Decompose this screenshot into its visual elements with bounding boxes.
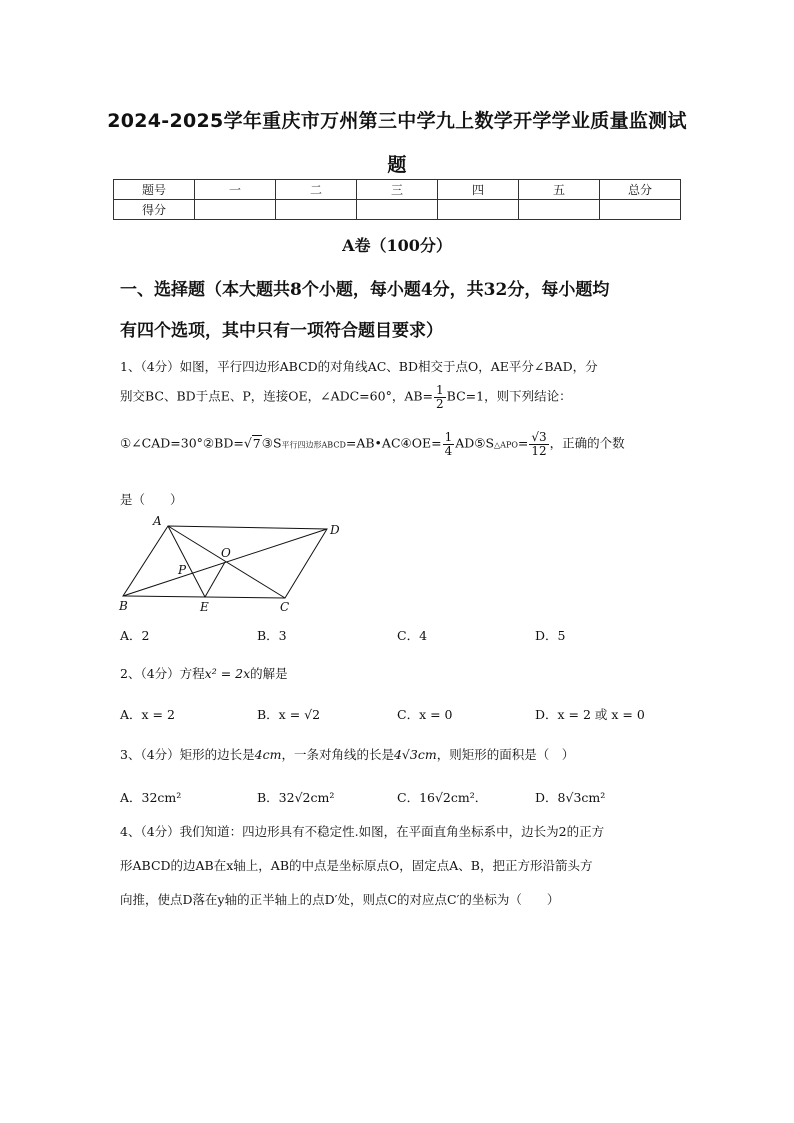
score-cell: 三 [357, 180, 438, 200]
option-a[interactable]: A．32cm² [120, 790, 182, 805]
q1-line2-text: BC=1，则下列结论： [446, 388, 572, 404]
score-cell: 得分 [114, 200, 195, 220]
exam-title-line1: 2024-2025学年重庆市万州第三中学九上数学开学学业质量监测试 [107, 110, 687, 132]
exam-title-line2: 题 [387, 154, 407, 176]
fraction-numerator: 1 [444, 430, 453, 444]
sqrt-radicand: 7 [252, 435, 261, 451]
q2-equation: x² = 2x [204, 666, 251, 681]
score-cell [519, 200, 600, 220]
q1-line2 [120, 384, 572, 410]
option-b[interactable]: B．32√2cm² [257, 790, 335, 805]
q1-line3-text: ③S [261, 435, 282, 451]
segment-ae [168, 526, 205, 597]
figure-lines [123, 526, 327, 598]
q4-line3: 向推，使点D落在y轴的正半轴上的点D′处，则点C的对应点C′的坐标为（ ） [120, 892, 560, 907]
score-cell: 二 [276, 180, 357, 200]
option-b[interactable]: B．3 [257, 628, 287, 643]
q3-diagonal: 4√3cm [393, 747, 437, 762]
q1-line3-text: =AB•AC④OE= [345, 435, 442, 451]
option-d[interactable]: D．8√3cm² [535, 790, 606, 805]
q4-line1: 4、（4分）我们知道：四边形具有不稳定性.如图，在平面直角坐标系中，边长为2的正方 [120, 824, 605, 839]
section-heading-line2: 有四个选项，其中只有一项符合题目要求） [120, 321, 443, 341]
q2-line [120, 664, 288, 682]
score-cell: 四 [438, 180, 519, 200]
score-cell [438, 200, 519, 220]
score-table-score-row [114, 200, 681, 220]
q1-line1: 1、（4分）如图，平行四边形ABCD的对角线AC、BD相交于点O，AE平分∠BAD，分 [120, 359, 598, 374]
q1-line3-text: AD⑤S [455, 435, 495, 451]
label-a: A [153, 514, 162, 528]
score-cell [600, 200, 681, 220]
parallelogram-figure [115, 512, 350, 614]
option-d[interactable]: D．5 [535, 628, 566, 643]
option-a[interactable]: A．2 [120, 628, 150, 643]
fraction-quarter [443, 431, 455, 457]
label-c: C [280, 600, 290, 614]
score-cell: 一 [195, 180, 276, 200]
score-cell: 五 [519, 180, 600, 200]
fraction-denominator: 12 [531, 443, 547, 458]
q1-line4: 是（ ） [120, 492, 183, 507]
q3-text: ，一条对角线的长是 [281, 747, 394, 762]
score-table-header-row [114, 180, 681, 200]
q2-text: 2、（4分）方程 [120, 666, 205, 681]
label-e: E [200, 600, 209, 614]
option-c[interactable]: C．16√2cm²． [397, 790, 488, 805]
q4-line2: 形ABCD的边AB在x轴上，AB的中点是坐标原点O，固定点A、B，把正方形沿箭头方 [120, 858, 593, 873]
label-o: O [221, 546, 231, 560]
fraction-numerator: √3 [531, 430, 547, 444]
score-cell: 题号 [114, 180, 195, 200]
q2-text: 的解是 [250, 666, 288, 681]
fraction-denominator: 4 [444, 443, 453, 458]
q1-line3-text: = [517, 435, 529, 451]
option-d[interactable]: D．x = 2 或 x = 0 [535, 707, 645, 722]
score-cell: 总分 [600, 180, 681, 200]
score-cell [195, 200, 276, 220]
q1-line3-text: ①∠CAD=30°②BD= [120, 435, 244, 451]
q3-text: 3、（4分）矩形的边长是 [120, 747, 255, 762]
option-a[interactable]: A．x = 2 [120, 707, 175, 722]
q3-line [120, 745, 574, 763]
label-d: D [330, 523, 340, 537]
label-p: P [178, 563, 187, 577]
score-cell [357, 200, 438, 220]
segment-oe [205, 562, 225, 597]
option-b[interactable]: B．x = √2 [257, 707, 321, 722]
paper-a-heading: A卷（100分） [342, 236, 452, 255]
q1-line3-text: ，正确的个数 [549, 435, 625, 451]
score-cell [276, 200, 357, 220]
fraction-denominator: 2 [436, 396, 444, 411]
q1-line3: ①∠CAD=30°②BD=√7③S平行四边形ABCD=AB•AC④OE= $\frac{1}{4}$ AD⑤S△APO= $\frac{√3}{12}$ ，正确的个数 [120, 430, 625, 458]
subscript-apo: △APO [494, 440, 518, 450]
option-c[interactable]: C．4 [397, 628, 428, 643]
score-table [113, 179, 681, 220]
option-c[interactable]: C．x = 0 [397, 707, 453, 722]
section-heading-line1: 一、选择题（本大题共8个小题，每小题4分，共32分，每小题均 [120, 280, 610, 300]
q3-side: 4cm [254, 747, 282, 762]
subscript-parallelogram: 平行四边形ABCD [281, 440, 346, 450]
fraction-half [434, 384, 446, 410]
fraction-root3-over-12 [529, 431, 548, 457]
q3-text: ，则矩形的面积是（ ） [436, 747, 575, 762]
fraction-numerator: 1 [436, 383, 444, 397]
label-b: B [119, 599, 128, 613]
q1-line2-text: 别交BC、BD于点E、P，连接OE，∠ADC=60°，AB= [120, 388, 434, 404]
